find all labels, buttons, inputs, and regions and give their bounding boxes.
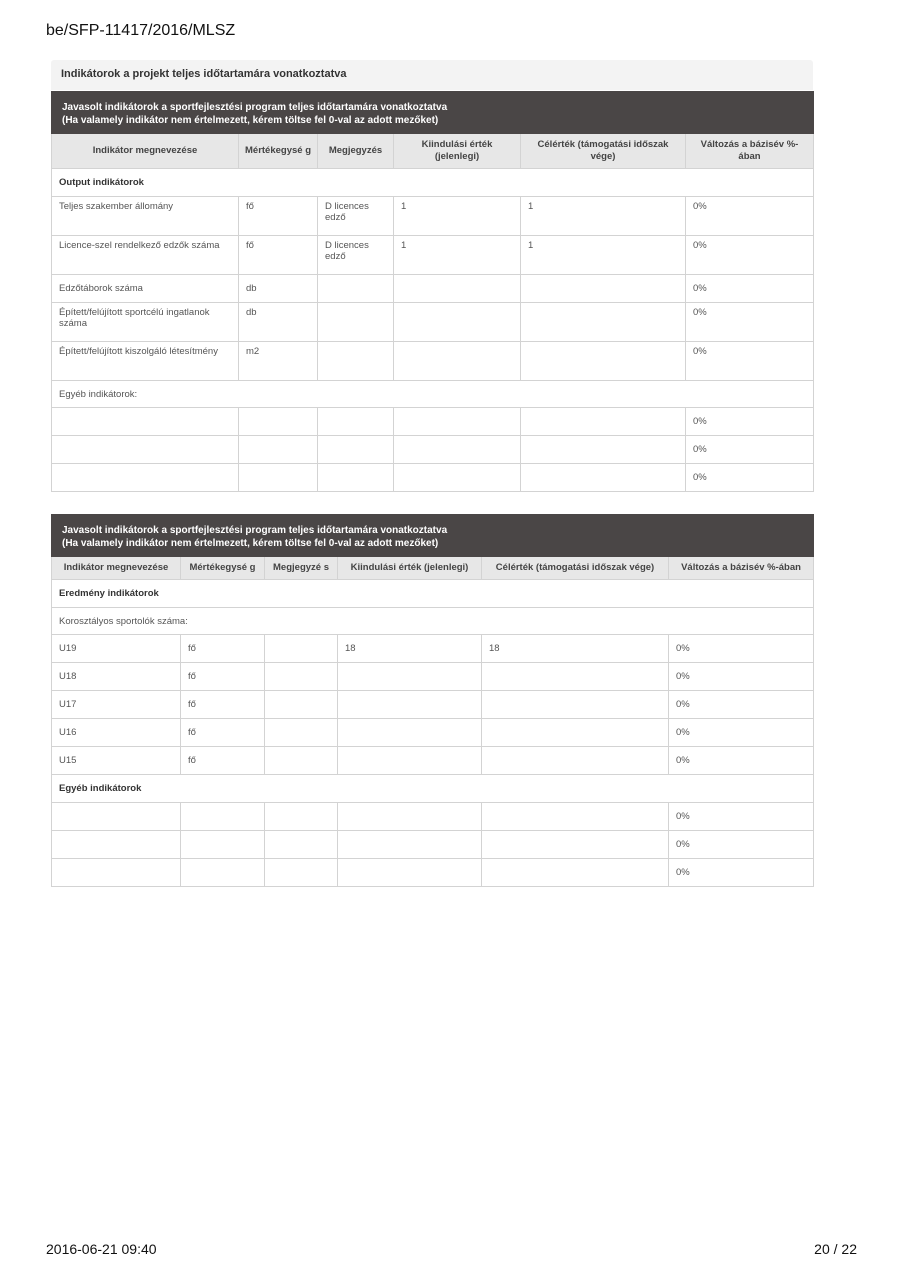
other-indicators-label: Egyéb indikátorok:	[52, 381, 814, 408]
cell-change: 0%	[686, 197, 814, 236]
cell-target[interactable]	[521, 408, 686, 436]
cell-target: 1	[521, 236, 686, 275]
table-row	[52, 691, 814, 719]
table-row	[52, 303, 814, 342]
cell-base[interactable]	[394, 408, 521, 436]
table-title-row	[52, 515, 814, 557]
cell-unit: fő	[181, 635, 265, 663]
cell-note	[318, 342, 394, 381]
cell-change: 0%	[669, 635, 814, 663]
cell-unit[interactable]	[181, 831, 265, 859]
cell-change: 0%	[669, 719, 814, 747]
cell-unit[interactable]	[239, 436, 318, 464]
cell-name[interactable]	[52, 464, 239, 492]
cell-unit: m2	[239, 342, 318, 381]
age-group-row	[52, 608, 814, 635]
empty-indicator-row	[52, 408, 814, 436]
cell-unit: fő	[239, 197, 318, 236]
cell-unit: fő	[181, 747, 265, 775]
empty-indicator-row	[52, 464, 814, 492]
group-label-result: Eredmény indikátorok	[52, 580, 814, 608]
cell-unit: db	[239, 303, 318, 342]
cell-change: 0%	[669, 691, 814, 719]
cell-target[interactable]	[482, 859, 669, 887]
cell-unit: fő	[239, 236, 318, 275]
cell-name: U17	[52, 691, 181, 719]
column-header-row	[52, 134, 814, 169]
cell-change: 0%	[686, 303, 814, 342]
cell-unit[interactable]	[181, 859, 265, 887]
cell-target	[482, 691, 669, 719]
cell-target	[482, 719, 669, 747]
cell-change: 0%	[686, 342, 814, 381]
col-header-target: Célérték (támogatási időszak vége)	[482, 557, 669, 580]
cell-base	[394, 342, 521, 381]
cell-name: U15	[52, 747, 181, 775]
cell-target[interactable]	[482, 831, 669, 859]
cell-name: Licence-szel rendelkező edzők száma	[52, 236, 239, 275]
col-header-base: Kiindulási érték (jelenlegi)	[338, 557, 482, 580]
cell-base[interactable]	[394, 436, 521, 464]
table-row	[52, 663, 814, 691]
cell-target[interactable]	[521, 436, 686, 464]
col-header-name: Indikátor megnevezése	[52, 134, 239, 169]
document-id: be/SFP-11417/2016/MLSZ	[46, 22, 236, 39]
cell-change: 0%	[669, 747, 814, 775]
cell-note	[318, 275, 394, 303]
cell-unit: db	[239, 275, 318, 303]
cell-unit: fő	[181, 663, 265, 691]
age-group-label: Korosztályos sportolók száma:	[52, 608, 814, 635]
empty-indicator-row	[52, 859, 814, 887]
cell-unit[interactable]	[181, 803, 265, 831]
other-indicators-row	[52, 381, 814, 408]
cell-name: U19	[52, 635, 181, 663]
cell-base: 18	[338, 635, 482, 663]
cell-base	[394, 303, 521, 342]
table-title-row	[52, 92, 814, 134]
other-indicators-label: Egyéb indikátorok	[52, 775, 814, 803]
cell-base: 1	[394, 197, 521, 236]
cell-note: D licences edző	[318, 197, 394, 236]
col-header-unit: Mértékegysé g	[181, 557, 265, 580]
col-header-base: Kiindulási érték (jelenlegi)	[394, 134, 521, 169]
group-label-output: Output indikátorok	[52, 169, 814, 197]
cell-change: 0%	[669, 859, 814, 887]
cell-note[interactable]	[318, 464, 394, 492]
cell-target	[521, 342, 686, 381]
table-row	[52, 197, 814, 236]
cell-name: U18	[52, 663, 181, 691]
cell-name[interactable]	[52, 803, 181, 831]
result-indicators-table	[51, 514, 814, 887]
col-header-unit: Mértékegysé g	[239, 134, 318, 169]
cell-change: 0%	[686, 436, 814, 464]
col-header-change: Változás a bázisév %-ában	[686, 134, 814, 169]
cell-name: U16	[52, 719, 181, 747]
group-row	[52, 169, 814, 197]
table-title-line2: (Ha valamely indikátor nem értelmezett, kérem töltse fel 0-val az adott mezőket)	[62, 115, 439, 126]
col-header-change: Változás a bázisév %-ában	[669, 557, 814, 580]
table-title	[52, 92, 814, 134]
cell-base[interactable]	[394, 464, 521, 492]
cell-change: 0%	[669, 803, 814, 831]
cell-note[interactable]	[265, 803, 338, 831]
empty-indicator-row	[52, 803, 814, 831]
cell-name: Épített/felújított kiszolgáló létesítmény	[52, 342, 239, 381]
cell-base: 1	[394, 236, 521, 275]
cell-change: 0%	[686, 275, 814, 303]
cell-change: 0%	[669, 831, 814, 859]
cell-note	[265, 747, 338, 775]
cell-note	[265, 719, 338, 747]
group-row	[52, 775, 814, 803]
cell-name[interactable]	[52, 408, 239, 436]
cell-name[interactable]	[52, 436, 239, 464]
cell-note	[265, 691, 338, 719]
cell-note[interactable]	[265, 831, 338, 859]
cell-target[interactable]	[482, 803, 669, 831]
cell-base	[338, 663, 482, 691]
table-title-line1: Javasolt indikátorok a sportfejlesztési program teljes időtartamára vonatkoztatva	[62, 102, 448, 113]
col-header-name: Indikátor megnevezése	[52, 557, 181, 580]
cell-base	[338, 691, 482, 719]
cell-base	[394, 275, 521, 303]
cell-note[interactable]	[318, 436, 394, 464]
table-row	[52, 342, 814, 381]
empty-indicator-row	[52, 436, 814, 464]
page-number: 20 / 22	[814, 1241, 857, 1257]
cell-unit[interactable]	[239, 408, 318, 436]
table-row	[52, 719, 814, 747]
table-row	[52, 747, 814, 775]
col-header-note: Megjegyzés	[318, 134, 394, 169]
cell-name[interactable]	[52, 859, 181, 887]
cell-target[interactable]	[521, 464, 686, 492]
table-row	[52, 635, 814, 663]
section-title: Indikátorok a projekt teljes időtartamára vonatkoztatva	[51, 60, 813, 90]
table-title	[52, 515, 814, 557]
cell-name[interactable]	[52, 831, 181, 859]
table-row	[52, 275, 814, 303]
cell-change: 0%	[686, 464, 814, 492]
cell-target	[482, 747, 669, 775]
cell-name: Edzőtáborok száma	[52, 275, 239, 303]
cell-note	[265, 635, 338, 663]
output-indicators-table	[51, 91, 814, 492]
cell-base	[338, 747, 482, 775]
cell-change: 0%	[669, 663, 814, 691]
table-title-line1: Javasolt indikátorok a sportfejlesztési program teljes időtartamára vonatkoztatva	[62, 525, 448, 536]
cell-unit: fő	[181, 719, 265, 747]
cell-change: 0%	[686, 236, 814, 275]
group-row	[52, 580, 814, 608]
empty-indicator-row	[52, 831, 814, 859]
cell-name: Épített/felújított sportcélú ingatlanok száma	[52, 303, 239, 342]
cell-unit: fő	[181, 691, 265, 719]
col-header-note: Megjegyzé s	[265, 557, 338, 580]
table-title-line2: (Ha valamely indikátor nem értelmezett, kérem töltse fel 0-val az adott mezőket)	[62, 538, 439, 549]
cell-note[interactable]	[318, 408, 394, 436]
cell-note	[318, 303, 394, 342]
cell-note: D licences edző	[318, 236, 394, 275]
cell-target	[482, 663, 669, 691]
cell-target	[521, 275, 686, 303]
footer-timestamp: 2016-06-21 09:40	[46, 1241, 157, 1257]
cell-change: 0%	[686, 408, 814, 436]
cell-note	[265, 663, 338, 691]
cell-note[interactable]	[265, 859, 338, 887]
col-header-target: Célérték (támogatási időszak vége)	[521, 134, 686, 169]
cell-base[interactable]	[338, 859, 482, 887]
cell-target	[521, 303, 686, 342]
column-header-row	[52, 557, 814, 580]
table-row	[52, 236, 814, 275]
cell-target: 18	[482, 635, 669, 663]
cell-unit[interactable]	[239, 464, 318, 492]
cell-name: Teljes szakember állomány	[52, 197, 239, 236]
cell-base[interactable]	[338, 831, 482, 859]
cell-target: 1	[521, 197, 686, 236]
cell-base[interactable]	[338, 803, 482, 831]
cell-base	[338, 719, 482, 747]
